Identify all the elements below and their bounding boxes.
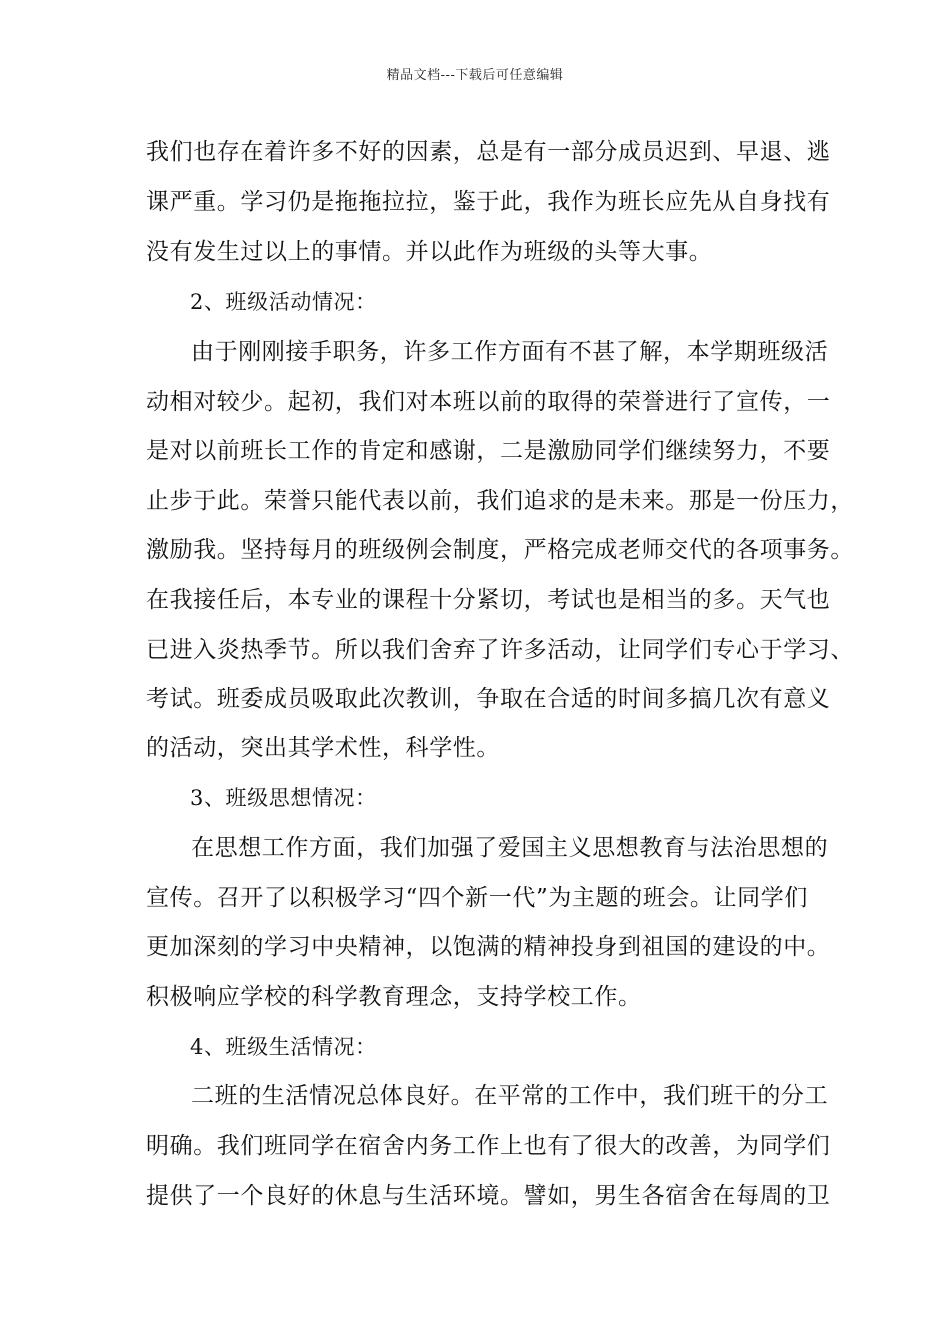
text-line: 激励我。坚持每月的班级例会制度，严格完成老师交代的各项事务。 — [146, 537, 854, 563]
text-line: 考试。班委成员吸取此次教训，争取在合适的时间多搞几次有意义 — [146, 686, 831, 712]
text-line: 是对以前班长工作的肯定和感谢，二是激励同学们继续努力，不要 — [146, 438, 831, 464]
text-line: 动相对较少。起初，我们对本班以前的取得的荣誉进行了宣传，一 — [146, 389, 831, 415]
text-line: 积极响应学校的科学教育理念，支持学校工作。 — [146, 984, 642, 1010]
text-line: 已进入炎热季节。所以我们舍弃了许多活动，让同学们专心于学习、 — [146, 637, 854, 663]
text-line: 的活动，突出其学术性，科学性。 — [146, 735, 500, 761]
text-line: 宣传。召开了以积极学习“四个新一代”为主题的班会。让同学们 — [146, 885, 808, 911]
section-heading: 3、班级思想情况： — [190, 786, 377, 810]
text-line: 在思想工作方面，我们加强了爱国主义思想教育与法治思想的 — [191, 835, 829, 861]
text-line: 更加深刻的学习中央精神，以饱满的精神投身到祖国的建设的中。 — [146, 934, 831, 960]
section-heading: 4、班级生活情况： — [190, 1035, 377, 1059]
text-line: 由于刚刚接手职务，许多工作方面有不甚了解，本学期班级活 — [191, 339, 829, 365]
text-line: 提供了一个良好的休息与生活环境。譬如，男生各宿舍在每周的卫 — [146, 1183, 831, 1209]
text-line: 止步于此。荣誉只能代表以前，我们追求的是未来。那是一份压力， — [146, 488, 854, 514]
text-line: 我们也存在着许多不好的因素，总是有一部分成员迟到、早退、逃 — [146, 139, 831, 165]
text-line: 没有发生过以上的事情。并以此作为班级的头等大事。 — [146, 239, 713, 265]
text-line: 课严重。学习仍是拖拖拉拉，鉴于此，我作为班长应先从自身找有 — [146, 189, 831, 215]
text-line: 在我接任后，本专业的课程十分紧切，考试也是相当的多。天气也 — [146, 587, 831, 613]
section-heading: 2、班级活动情况： — [190, 290, 377, 314]
text-line: 二班的生活情况总体良好。在平常的工作中，我们班干的分工 — [191, 1083, 829, 1109]
page-header: 精品文档---下载后可任意编辑 — [386, 68, 564, 83]
text-line: 明确。我们班同学在宿舍内务工作上也有了很大的改善，为同学们 — [146, 1133, 831, 1159]
